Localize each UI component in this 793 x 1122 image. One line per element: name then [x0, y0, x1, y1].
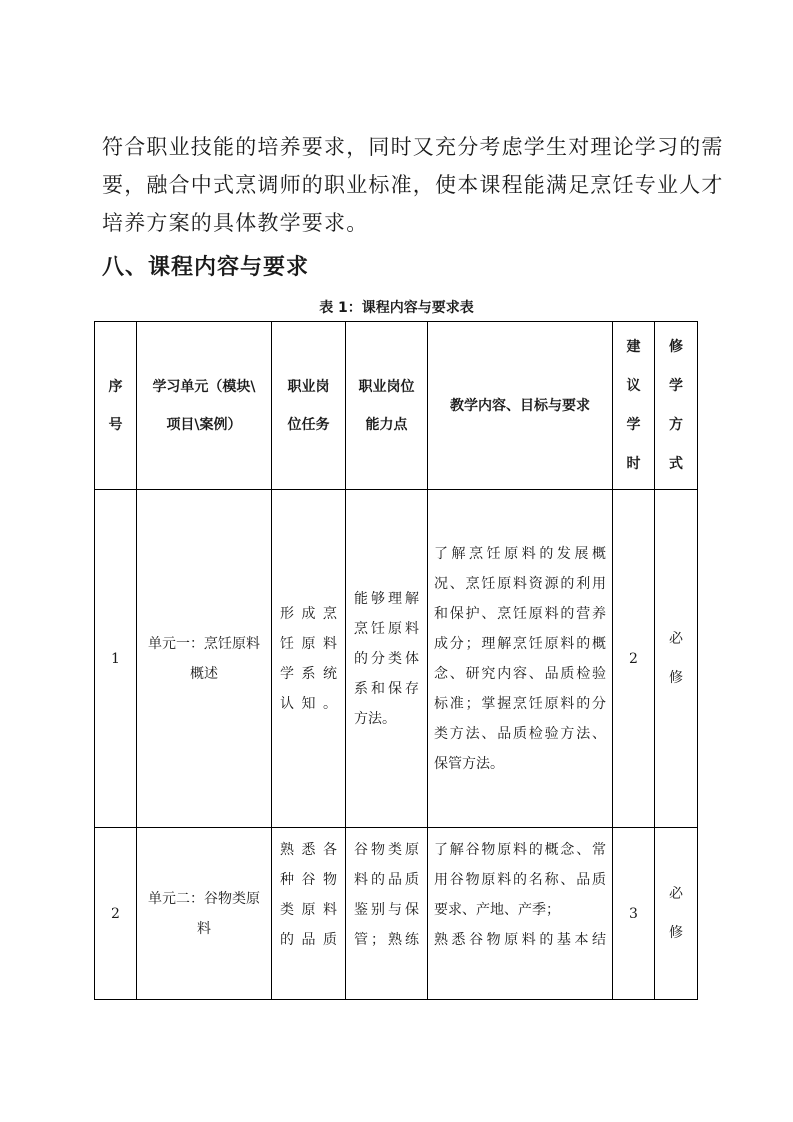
table-header-row [95, 322, 698, 490]
header-hours-char: 时 [626, 455, 641, 472]
header-mode-char: 式 [669, 455, 683, 472]
cell-content-line: 了解烹饪原料的发展概 [434, 545, 606, 562]
cell-ability-line: 能够理解 [354, 590, 419, 607]
cell-mode-char: 修 [669, 924, 683, 941]
cell-task-line: 饪原料 [280, 635, 337, 652]
cell-content-line: 要求、产地、产季； [434, 902, 560, 918]
header-task [272, 322, 346, 490]
header-mode [655, 322, 698, 490]
header-hours-char: 议 [626, 377, 641, 394]
cell-task-line: 种谷物 [280, 872, 337, 888]
cell-task-line: 熟悉各 [280, 842, 337, 858]
header-mode-char: 修 [669, 338, 683, 355]
header-task-line: 位任务 [287, 416, 330, 433]
cell-mode-char: 修 [669, 669, 683, 686]
header-content: 教学内容、目标与要求 [428, 322, 613, 490]
table-row [95, 490, 698, 828]
header-hours-char: 学 [626, 416, 641, 433]
cell-unit-line: 料 [197, 920, 211, 937]
cell-ability-line: 鉴别与保 [354, 902, 419, 918]
intro-line: 培养方案的具体教学要求。 [102, 211, 369, 235]
cell-content-line: 成分；理解烹饪原料的概 [434, 635, 606, 652]
header-ability [346, 322, 428, 490]
cell-seq: 1 [95, 490, 137, 828]
cell-task [272, 490, 346, 828]
header-hours [613, 322, 655, 490]
cell-content-line: 类方法、品质检验方法、 [434, 725, 606, 742]
cell-content [428, 828, 613, 1000]
header-mode-char: 学 [669, 377, 683, 394]
cell-hours: 2 [613, 490, 655, 828]
header-unit-line: 项目\案例） [166, 416, 242, 433]
header-hours-char: 建 [626, 338, 641, 355]
cell-ability-line: 料的品质 [354, 872, 419, 888]
intro-line: 要，融合中式烹调师的职业标准，使本课程能满足烹饪专业人才 [102, 173, 724, 197]
cell-ability [346, 490, 428, 828]
section-heading: 八、课程内容与要求 [102, 255, 310, 280]
header-mode-char: 方 [669, 416, 683, 433]
cell-ability-line: 管；熟练 [354, 932, 419, 948]
cell-unit-line: 概述 [190, 665, 218, 682]
cell-content-line: 了解谷物原料的概念、常 [434, 842, 606, 858]
cell-content-line: 况、烹饪原料资源的利用 [434, 575, 606, 592]
cell-content-line: 熟悉谷物原料的基本结 [434, 932, 606, 948]
header-ability-line: 能力点 [365, 416, 408, 433]
course-content-table [94, 321, 698, 1000]
cell-ability-line: 谷物类原 [354, 842, 419, 858]
cell-mode [655, 490, 698, 828]
cell-ability-line: 系和保存 [354, 680, 419, 697]
cell-content-line: 和保护、烹饪原料的营养 [434, 605, 606, 622]
cell-task-line: 认知。 [280, 695, 337, 712]
cell-content-line: 用谷物原料的名称、品质 [434, 872, 606, 888]
cell-ability-line: 的分类体 [354, 650, 419, 667]
cell-content [428, 490, 613, 828]
cell-task-line: 类原料 [280, 902, 337, 918]
header-seq [95, 322, 137, 490]
cell-ability-line: 烹饪原料 [354, 620, 419, 637]
cell-unit [137, 490, 272, 828]
cell-unit-line: 单元二：谷物类原 [148, 890, 260, 907]
header-seq-line: 号 [108, 416, 123, 433]
cell-mode-char: 必 [669, 630, 683, 647]
cell-hours: 3 [613, 828, 655, 1000]
cell-task-line: 的品质 [280, 932, 337, 948]
cell-content-line: 保管方法。 [434, 755, 504, 772]
cell-content-line: 念、研究内容、品质检验 [434, 665, 606, 682]
cell-unit-line: 单元一：烹饪原料 [148, 635, 260, 652]
header-task-line: 职业岗 [287, 378, 330, 395]
cell-task-line: 学系统 [280, 665, 337, 682]
cell-mode [655, 828, 698, 1000]
cell-ability-line: 方法。 [354, 710, 396, 727]
intro-paragraph [102, 128, 724, 242]
header-unit [137, 322, 272, 490]
cell-task-line: 形成烹 [280, 605, 337, 622]
intro-line: 符合职业技能的培养要求，同时又充分考虑学生对理论学习的需 [102, 135, 724, 159]
header-seq-line: 序 [108, 378, 123, 395]
cell-mode-char: 必 [669, 885, 683, 902]
header-unit-line: 学习单元（模块\ [152, 378, 256, 395]
cell-unit [137, 828, 272, 1000]
cell-ability [346, 828, 428, 1000]
cell-seq: 2 [95, 828, 137, 1000]
cell-task [272, 828, 346, 1000]
header-ability-line: 职业岗位 [358, 378, 415, 395]
cell-content-line: 标准；掌握烹饪原料的分 [434, 695, 606, 712]
table-caption: 表 1：课程内容与要求表 [319, 300, 474, 316]
table-row [95, 828, 698, 1000]
